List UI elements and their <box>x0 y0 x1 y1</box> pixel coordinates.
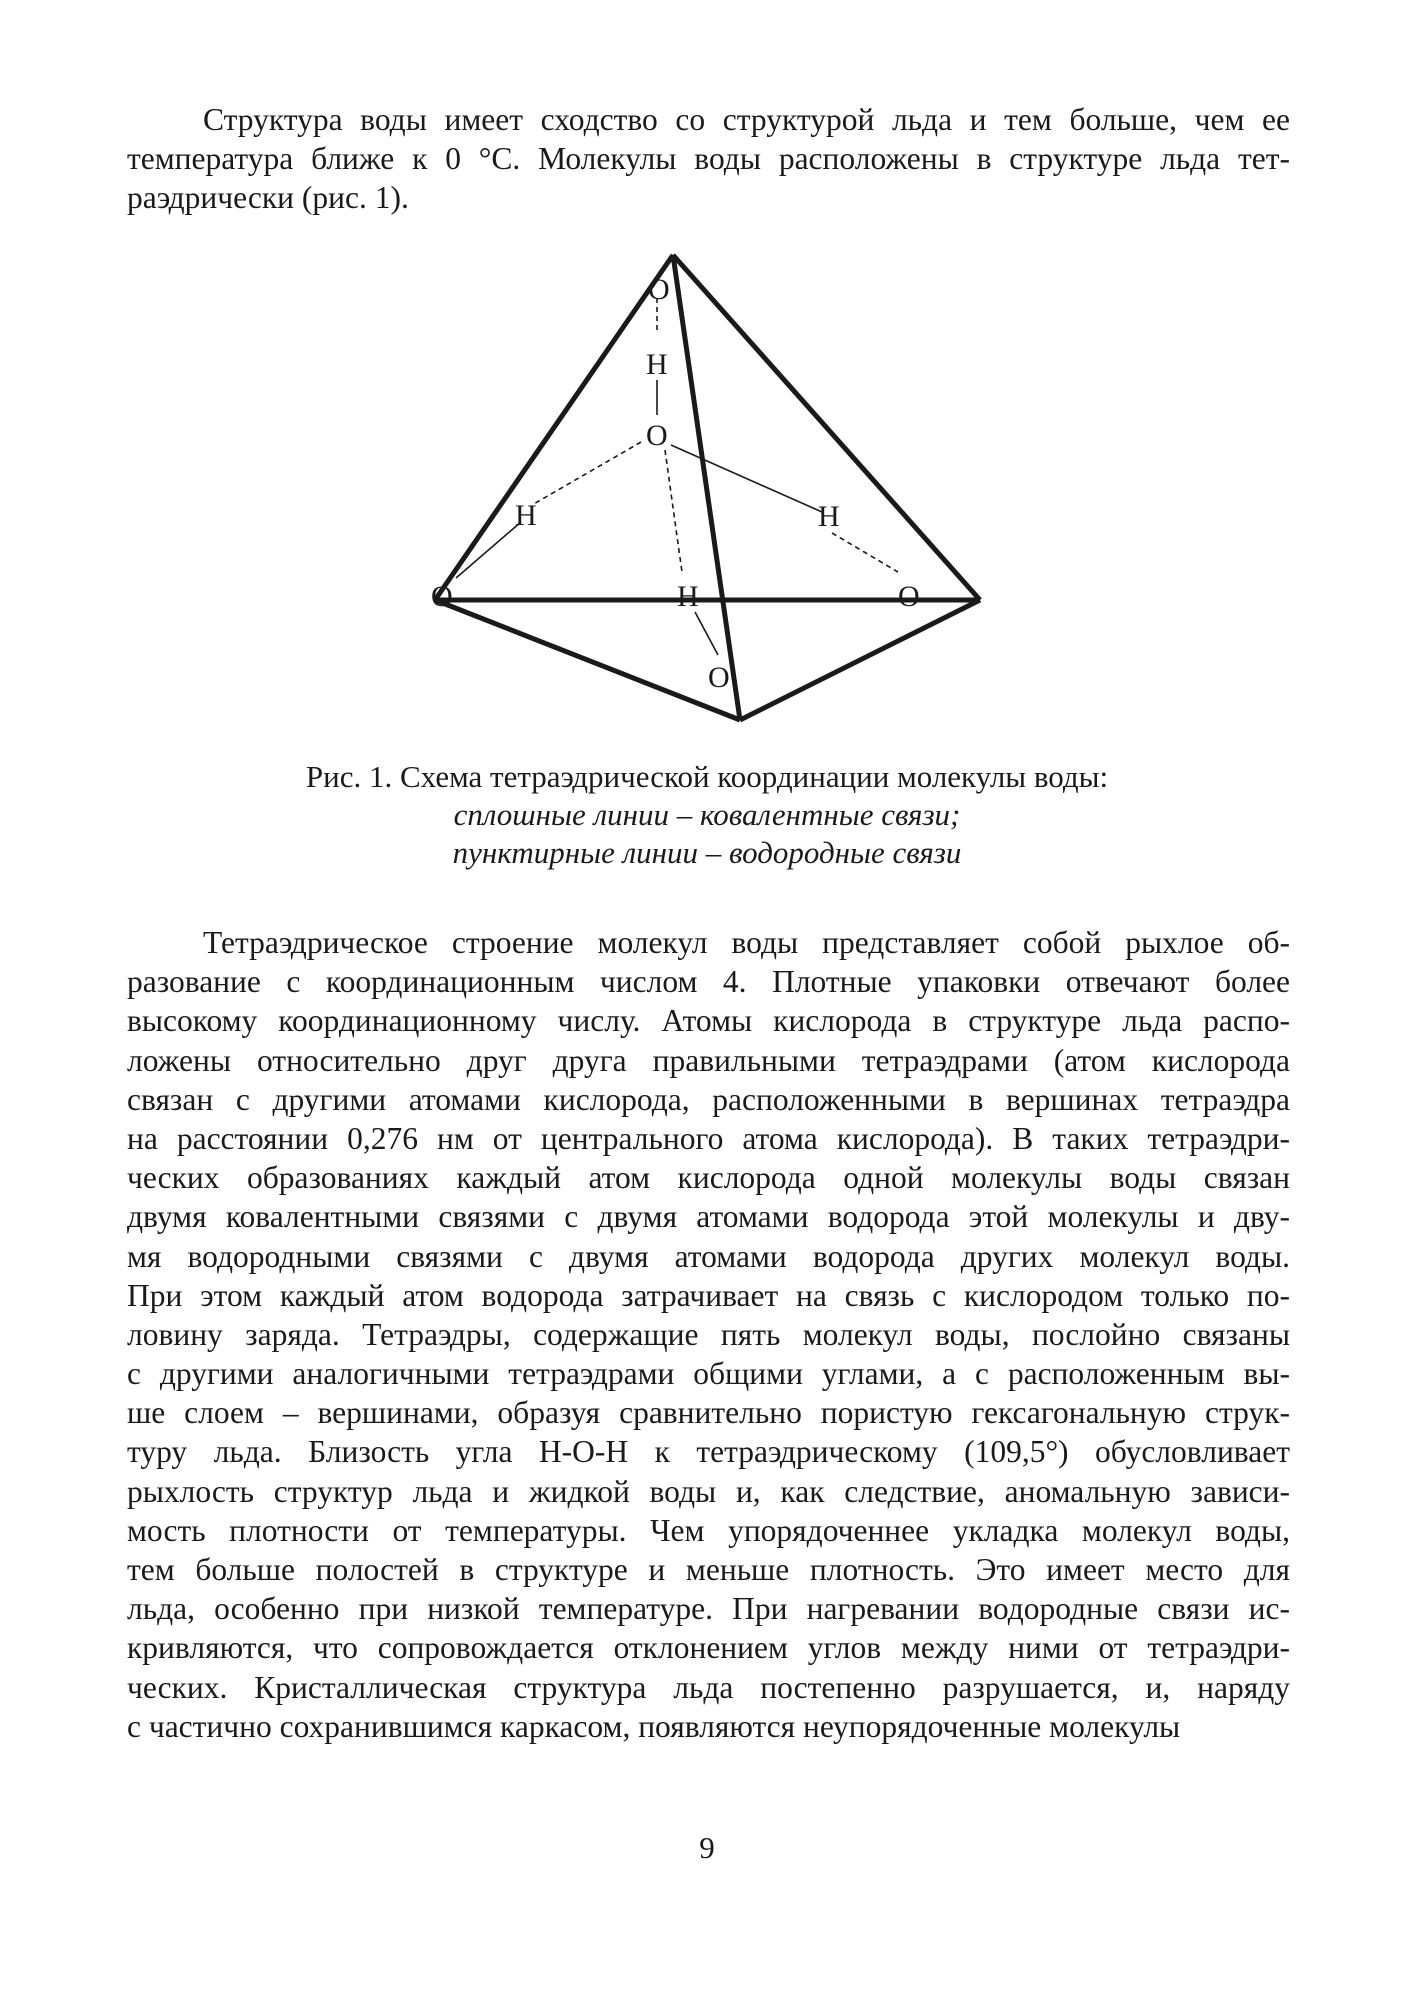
text-line: кривляются, что сопровождается отклонением углов между ними от тетраэдри- <box>127 1630 1290 1666</box>
caption-legend-solid: сплошные линии – ковалентные связи; <box>453 797 961 832</box>
hydrogen-bond-bottom <box>665 450 682 572</box>
text-line: с другими аналогичными тетраэдрами общими углами, а с расположенным вы- <box>127 1356 1290 1392</box>
atom-h-bottom: H <box>677 580 699 613</box>
text-line: ложены относительно друг друга правильными тетраэдрами (атом кислорода <box>127 1042 1290 1078</box>
atom-h-left: H <box>515 499 537 532</box>
text-line: ше слоем – вершинами, образуя сравнительно пористую гексагональную струк- <box>127 1395 1290 1431</box>
text-line: льда, особенно при низкой температуре. При нагревании водородные связи ис- <box>127 1591 1290 1627</box>
atom-o-top: O <box>648 273 670 306</box>
atom-h-right: H <box>818 500 840 533</box>
text-line: рыхлость структур льда и жидкой воды и, как следствие, аномальную зависи- <box>127 1473 1290 1509</box>
caption-title: Рис. 1. Схема тетраэдрической координации молекулы воды: <box>305 759 1109 794</box>
text-line: высокому координационному числу. Атомы кислорода в структуре льда распо- <box>127 1003 1290 1039</box>
covalent-bond-left <box>456 522 521 578</box>
text-line: ловину заряда. Тетраэдры, содержащие пять молекул воды, послойно связаны <box>127 1316 1290 1352</box>
edge-apex-right <box>673 255 980 600</box>
text-line: раэдрически (рис. 1). <box>127 180 409 216</box>
atom-o-center: O <box>646 419 668 452</box>
body-paragraph <box>127 923 1290 1746</box>
atom-o-bottom: O <box>708 661 730 694</box>
text-line: ческих. Кристаллическая структура льда постепенно разрушается, и, наряду <box>127 1669 1290 1705</box>
hydrogen-bond-left <box>532 442 641 505</box>
covalent-bond-right <box>671 445 822 512</box>
text-line: двумя ковалентными связями с двумя атомами водорода этой молекулы и дву- <box>127 1199 1290 1235</box>
figure-caption <box>200 758 1214 872</box>
text-line: мость плотности от температуры. Чем упорядоченнее укладка молекул воды, <box>127 1512 1290 1548</box>
text-line: Структура воды имеет сходство со структурой льда и тем больше, чем ее <box>203 102 1290 137</box>
text-line: на расстоянии 0,276 нм от центрального атома кислорода). В таких тетраэдри- <box>127 1120 1290 1156</box>
edge-apex-left <box>435 255 673 600</box>
edge-left-bottom <box>435 600 740 720</box>
text-line: При этом каждый атом водорода затрачивает на связь с кислородом только по- <box>127 1277 1290 1313</box>
atom-h-top: H <box>646 348 668 381</box>
text-line: ческих образованиях каждый атом кислорода одной молекулы воды связан <box>127 1160 1290 1196</box>
text-line: связан с другими атомами кислорода, расположенными в вершинах тетраэдра <box>127 1081 1290 1117</box>
caption-legend-dashed: пунктирные линии – водородные связи <box>452 835 962 870</box>
tetrahedron-figure <box>420 250 1000 730</box>
text-line: тем больше полостей в структуре и меньше плотность. Это имеет место для <box>127 1552 1290 1587</box>
edge-apex-bottom <box>673 255 740 720</box>
text-line: Тетраэдрическое строение молекул воды представляет собой рыхлое об- <box>203 925 1290 960</box>
text-line: туру льда. Близость угла H-O-H к тетраэдрическому (109,5°) обусловливает <box>127 1434 1290 1470</box>
intro-paragraph <box>127 100 1290 218</box>
text-line: температура ближе к 0 °С. Молекулы воды расположены в структуре льда тет- <box>127 141 1290 177</box>
page-number: 9 <box>699 1830 715 1865</box>
text-line: мя водородными связями с двумя атомами водорода других молекул воды. <box>127 1238 1290 1274</box>
covalent-bond-bottom <box>695 612 718 655</box>
edge-right-bottom <box>740 600 980 720</box>
atom-o-left: O <box>431 580 453 613</box>
hydrogen-bond-right <box>832 533 898 572</box>
text-line: с частично сохранившимся каркасом, появляются неупорядоченные молекулы <box>127 1708 1181 1744</box>
atom-o-right: O <box>898 580 920 613</box>
text-line: разование с координационным числом 4. Плотные упаковки отвечают более <box>127 964 1290 1000</box>
